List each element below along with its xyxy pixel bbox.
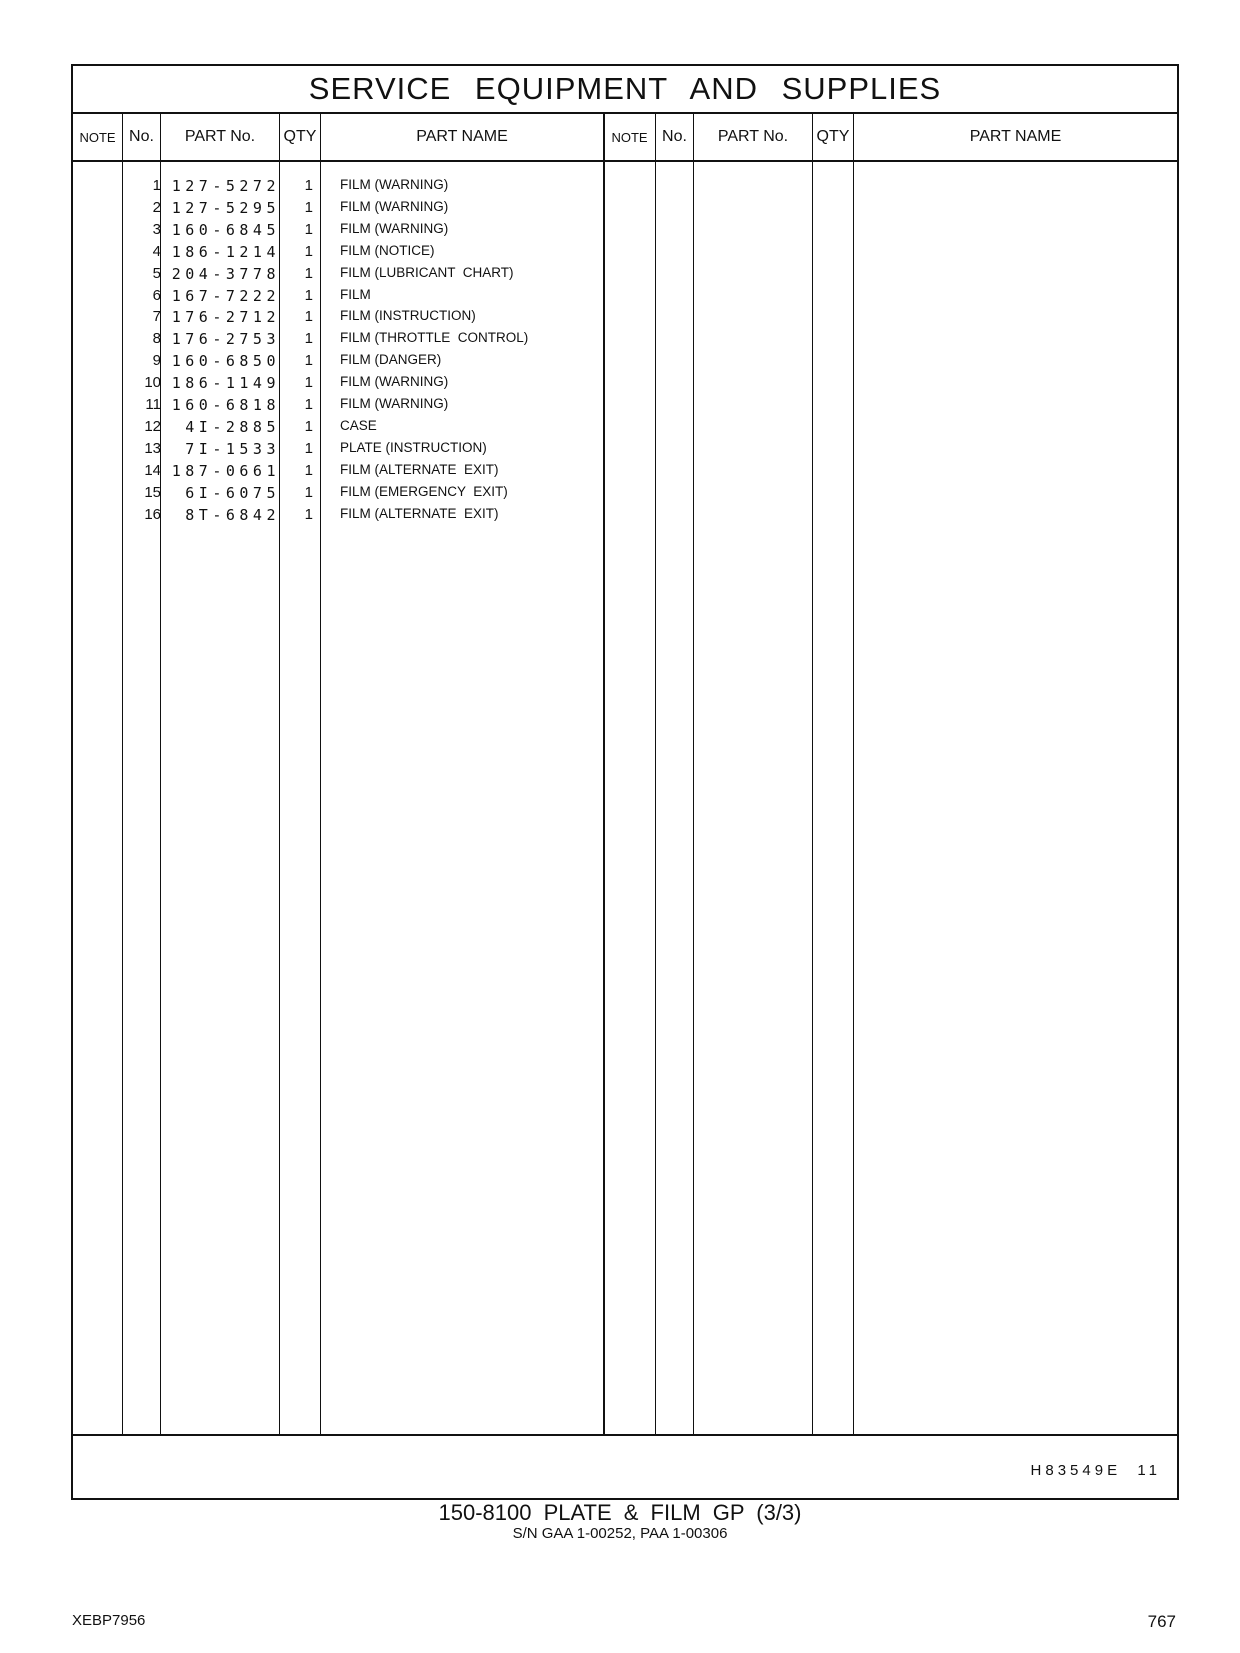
part-name: FILM (INSTRUCTION) [340, 308, 476, 324]
page-title: SERVICE EQUIPMENT AND SUPPLIES [73, 66, 1177, 114]
part-number: 204-3778 [171, 264, 280, 283]
quantity: 1 [304, 330, 313, 348]
quantity: 1 [304, 352, 313, 370]
header-no-left: No. [129, 128, 154, 145]
part-number: 4I-2885 [185, 417, 280, 436]
row-number: 13 [144, 439, 161, 457]
table-row [73, 418, 1177, 441]
part-number: 127-5295 [171, 198, 280, 217]
quantity: 1 [304, 242, 313, 260]
part-name: FILM (ALTERNATE EXIT) [340, 505, 499, 521]
drawing-code: H83549E 11 [1030, 1462, 1161, 1479]
quantity: 1 [304, 177, 313, 194]
header-no-right: No. [662, 128, 687, 145]
row-number: 15 [144, 483, 161, 501]
part-name: FILM (WARNING) [340, 198, 449, 214]
table-row [73, 484, 1177, 507]
part-number: 160-6818 [171, 396, 280, 414]
table-row [73, 308, 1177, 331]
quantity: 1 [304, 439, 313, 457]
table-header [73, 114, 1177, 162]
header-part-no-left: PART No. [184, 128, 256, 145]
quantity: 1 [304, 461, 313, 479]
part-number: 160-6845 [171, 220, 280, 239]
row-number: 4 [152, 242, 161, 260]
part-number: 176-2712 [171, 308, 280, 327]
serial-range: S/N GAA 1-00252, PAA 1-00306 [512, 1525, 728, 1542]
document-id: XEBP7956 [72, 1612, 146, 1629]
header-qty-right: QTY [816, 128, 850, 145]
part-number: 7I-1533 [185, 439, 280, 458]
part-number: 6I-6075 [185, 483, 280, 502]
table-row [73, 199, 1177, 222]
table-bottom-rule [73, 1434, 1177, 1436]
header-note-right: NOTE [611, 129, 648, 145]
table-row [73, 440, 1177, 463]
row-number: 3 [152, 220, 161, 238]
quantity: 1 [304, 198, 313, 216]
part-name: FILM (WARNING) [340, 177, 449, 192]
quantity: 1 [304, 220, 313, 238]
part-number: 167-7222 [171, 286, 280, 305]
quantity: 1 [304, 396, 313, 413]
parts-table-frame [71, 64, 1179, 1500]
part-name: FILM [340, 286, 371, 302]
row-number: 10 [144, 374, 161, 392]
header-part-name-left: PART NAME [416, 128, 508, 145]
row-number: 5 [152, 264, 161, 282]
row-number: 16 [144, 505, 161, 523]
row-number: 1 [152, 177, 161, 194]
part-name: CASE [340, 417, 377, 433]
header-part-no-right: PART No. [717, 128, 789, 145]
row-number: 8 [152, 330, 161, 348]
table-row [73, 374, 1177, 397]
row-number: 11 [145, 396, 161, 413]
row-number: 9 [152, 352, 161, 370]
part-number: 176-2753 [171, 330, 280, 349]
part-number: 187-0661 [171, 461, 280, 480]
row-number: 12 [144, 417, 161, 435]
part-number: 8T-6842 [185, 505, 280, 524]
part-name: FILM (ALTERNATE EXIT) [340, 461, 499, 477]
table-row [73, 506, 1177, 529]
group-caption: 150-8100 PLATE & FILM GP (3/3) [438, 1500, 802, 1525]
table-row [73, 265, 1177, 288]
part-name: FILM (THROTTLE CONTROL) [340, 330, 529, 346]
part-number: 186-1214 [171, 242, 280, 261]
part-number: 127-5272 [171, 177, 280, 195]
part-name: FILM (WARNING) [340, 374, 449, 390]
row-number: 6 [152, 286, 161, 304]
table-row [73, 396, 1177, 419]
header-note-left: NOTE [79, 129, 116, 145]
table-row [73, 352, 1177, 375]
quantity: 1 [304, 483, 313, 501]
quantity: 1 [304, 308, 313, 326]
part-name: FILM (DANGER) [340, 352, 442, 368]
table-row [73, 177, 1177, 200]
table-row [73, 462, 1177, 485]
part-name: FILM (WARNING) [340, 220, 449, 236]
part-name: PLATE (INSTRUCTION) [340, 439, 487, 455]
table-row [73, 243, 1177, 266]
part-number: 186-1149 [171, 374, 280, 393]
table-row [73, 330, 1177, 353]
part-number: 160-6850 [171, 352, 280, 371]
part-name: FILM (LUBRICANT CHART) [340, 264, 514, 280]
row-number: 14 [144, 461, 161, 479]
table-row [73, 287, 1177, 310]
table-row [73, 221, 1177, 244]
row-number: 7 [152, 308, 161, 326]
quantity: 1 [304, 417, 313, 435]
quantity: 1 [304, 286, 313, 304]
part-name: FILM (WARNING) [340, 396, 449, 411]
header-part-name-right: PART NAME [969, 128, 1062, 145]
quantity: 1 [304, 264, 313, 282]
quantity: 1 [304, 505, 313, 523]
part-name: FILM (EMERGENCY EXIT) [340, 483, 508, 499]
row-number: 2 [152, 198, 161, 216]
header-qty-left: QTY [283, 128, 317, 145]
page-number: 767 [1147, 1612, 1176, 1631]
quantity: 1 [304, 374, 313, 392]
part-name: FILM (NOTICE) [340, 242, 435, 258]
